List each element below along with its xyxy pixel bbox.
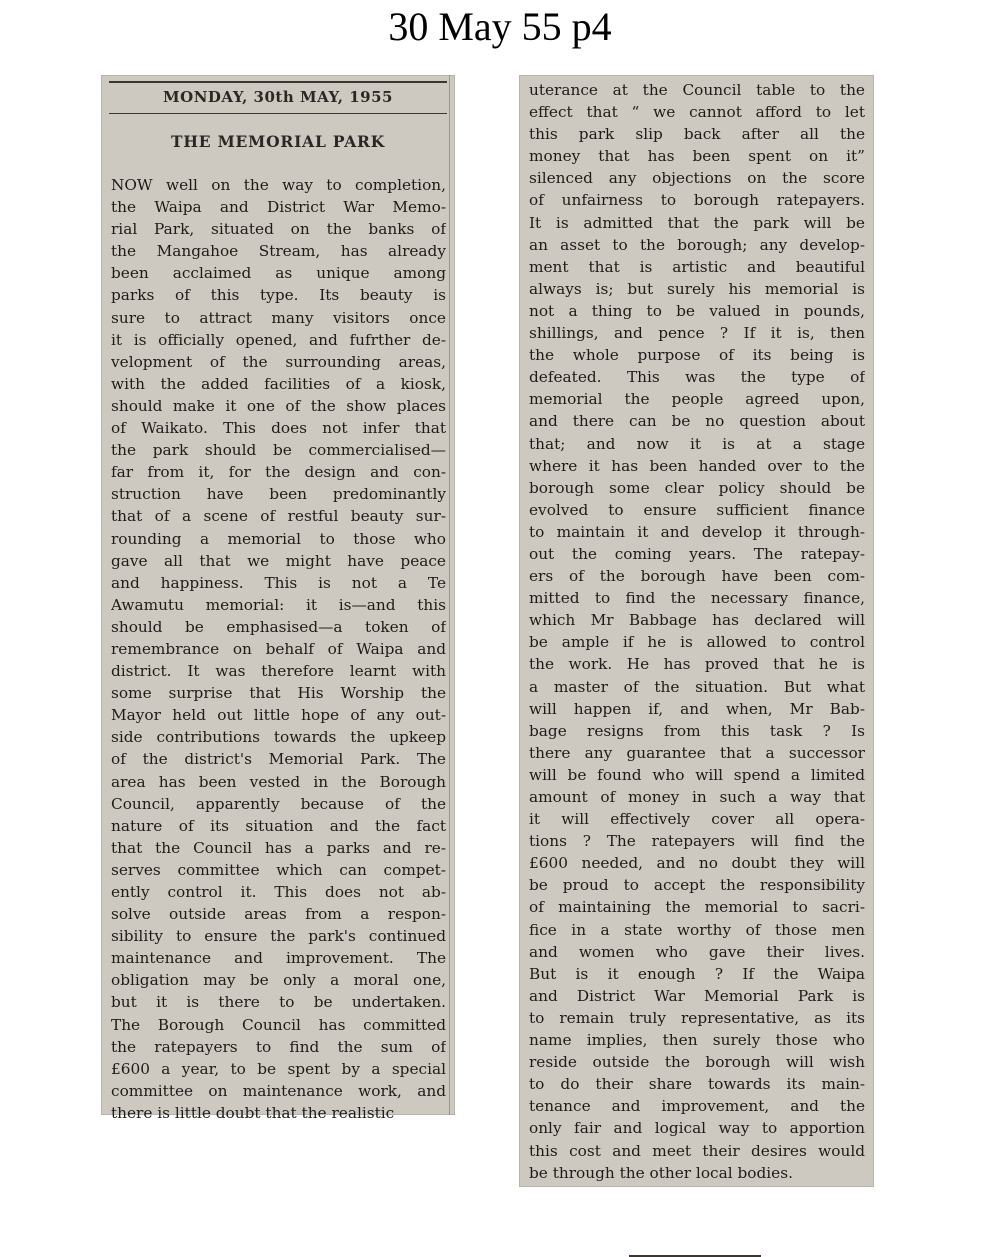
text-line: Mayor held out little hope of any out- (111, 706, 446, 725)
text-line: struction have been predominantly (111, 485, 446, 504)
text-line: sure to attract many visitors once (111, 308, 446, 327)
text-line: of maintaining the memorial to sacri- (529, 898, 865, 917)
text-line: that the Council has a parks and re- (111, 838, 446, 857)
article-headline: THE MEMORIAL PARK (171, 132, 385, 151)
text-line: silenced any objections on the score (529, 169, 865, 188)
text-line: It is admitted that the park will be (529, 213, 865, 232)
text-line: some surprise that His Worship the (111, 684, 446, 703)
text-line: far from it, for the design and con- (111, 463, 446, 482)
page-heading: 30 May 55 p4 (388, 4, 612, 49)
text-line: be ample if he is allowed to control (529, 633, 865, 652)
text-line: district. It was therefore learnt with (111, 662, 446, 681)
text-line: bage resigns from this task ? Is (529, 721, 865, 740)
text-line: reside outside the borough will wish (529, 1053, 865, 1072)
text-line: committee on maintenance work, and (111, 1081, 446, 1100)
text-line: serves committee which can compet- (111, 860, 446, 879)
text-line: money that has been spent on it” (529, 147, 865, 166)
text-line: velopment of the surrounding areas, (111, 352, 446, 371)
text-line: borough some clear policy should be (529, 478, 865, 497)
text-line: to do their share towards its main- (529, 1075, 865, 1094)
text-line: will happen if, and when, Mr Bab- (529, 699, 865, 718)
right-column-text (529, 79, 865, 1184)
text-line: effect that “ we cannot afford to let (529, 103, 865, 122)
text-line: side contributions towards the upkeep (111, 728, 446, 747)
text-line: there is little doubt that the realistic (111, 1103, 395, 1122)
text-line: £600 a year, to be spent by a special (111, 1059, 446, 1078)
text-line: be proud to accept the responsibility (529, 876, 865, 895)
text-line: always is; but surely his memorial is (529, 279, 865, 298)
text-line: rial Park, situated on the banks of (111, 220, 446, 239)
text-line: that of a scene of restful beauty sur- (111, 507, 446, 526)
text-line: and there can be no question about (529, 412, 865, 431)
text-line: fice in a state worthy of those men (529, 920, 865, 939)
text-line: rounding a memorial to those who (111, 529, 446, 548)
text-line: remembrance on behalf of Waipa and (111, 639, 446, 658)
left-column-text (111, 174, 446, 1124)
text-line: the whole purpose of its being is (529, 346, 865, 365)
text-line: been acclaimed as unique among (111, 264, 446, 283)
text-line: solve outside areas from a respon- (111, 905, 446, 924)
text-line: an asset to the borough; any develop- (529, 235, 865, 254)
text-line: of Waikato. This does not infer that (111, 419, 446, 438)
text-line: ently control it. This does not ab- (111, 883, 446, 901)
text-line: the park should be commercialised— (111, 441, 446, 460)
text-line: should make it one of the show places (111, 396, 446, 415)
text-line: defeated. This was the type of (529, 368, 865, 387)
text-line: parks of this type. Its beauty is (111, 286, 446, 305)
text-line: it will effectively cover all opera- (529, 810, 865, 829)
text-line: NOW well on the way to completion, (111, 176, 446, 194)
text-line: area has been vested in the Borough (111, 772, 446, 791)
text-line: the Waipa and District War Memo- (111, 198, 446, 217)
text-line: that; and now it is at a stage (529, 434, 865, 453)
text-line: this park slip back after all the (529, 125, 865, 144)
text-line: there any guarantee that a successor (529, 743, 865, 762)
text-line: of unfairness to borough ratepayers. (529, 191, 865, 210)
text-line: ment that is artistic and beautiful (529, 257, 865, 276)
text-line: Awamutu memorial: it is—and this (111, 595, 446, 614)
text-line: to maintain it and develop it through- (529, 522, 865, 541)
text-line: sibility to ensure the park's continued (111, 927, 446, 946)
text-line: only fair and logical way to apportion (529, 1119, 865, 1138)
text-line: but it is there to be undertaken. (111, 993, 446, 1012)
text-line: be through the other local bodies. (529, 1163, 793, 1182)
text-line: and women who gave their lives. (529, 942, 865, 961)
text-line: mitted to find the necessary finance, (529, 589, 865, 608)
text-line: and happiness. This is not a Te (111, 573, 446, 592)
text-line: it is officially opened, and fufrther de- (111, 330, 446, 349)
text-line: the work. He has proved that he is (529, 655, 865, 674)
text-line: The Borough Council has committed (111, 1015, 446, 1034)
clipping-left-column (101, 75, 455, 1122)
text-line: But is it enough ? If the Waipa (529, 964, 865, 983)
text-line: a master of the situation. But what (529, 677, 865, 696)
text-line: £600 needed, and no doubt they will (529, 854, 865, 873)
text-line: nature of its situation and the fact (111, 816, 446, 835)
text-line: out the coming years. The ratepay- (529, 544, 865, 563)
text-line: the ratepayers to find the sum of (111, 1037, 446, 1056)
clipping-right-column (519, 75, 874, 1187)
text-line: where it has been handed over to the (529, 456, 865, 475)
text-line: name implies, then surely those who (529, 1031, 865, 1050)
text-line: uterance at the Council table to the (529, 81, 865, 99)
text-line: ers of the borough have been com- (529, 567, 865, 586)
text-line: with the added facilities of a kiosk, (111, 374, 446, 393)
text-line: which Mr Babbage has declared will (529, 611, 865, 630)
text-line: and District War Memorial Park is (529, 986, 865, 1005)
text-line: the Mangahoe Stream, has already (111, 242, 446, 261)
text-line: will be found who will spend a limited (529, 765, 865, 784)
text-line: amount of money in such a way that (529, 788, 865, 806)
text-line: tions ? The ratepayers will find the (529, 832, 865, 851)
text-line: evolved to ensure sufficient finance (529, 500, 865, 519)
text-line: maintenance and improvement. The (111, 949, 446, 968)
text-line: of the district's Memorial Park. The (111, 750, 446, 769)
text-line: gave all that we might have peace (111, 551, 446, 570)
text-line: obligation may be only a moral one, (111, 971, 446, 990)
date-line: MONDAY, 30th MAY, 1955 (109, 81, 447, 114)
text-line: shillings, and pence ? If it is, then (529, 324, 865, 343)
text-line: to remain truly representative, as its (529, 1008, 865, 1027)
column-edge-rule (449, 75, 450, 1115)
text-line: this cost and meet their desires would (529, 1141, 865, 1160)
text-line: Council, apparently because of the (111, 794, 446, 813)
text-line: memorial the people agreed upon, (529, 390, 865, 409)
text-line: tenance and improvement, and the (529, 1097, 865, 1116)
text-line: should be emphasised—a token of (111, 617, 446, 636)
text-line: not a thing to be valued in pounds, (529, 301, 865, 320)
